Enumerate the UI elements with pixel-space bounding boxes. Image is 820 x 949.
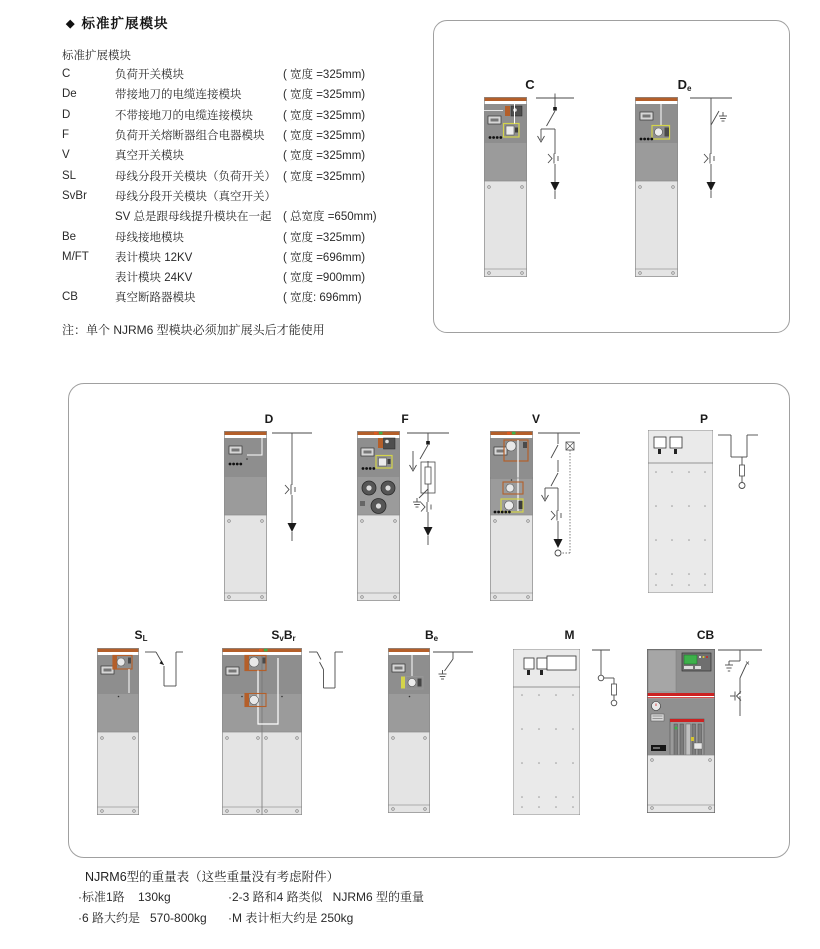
module-code: M/FT	[62, 250, 89, 263]
figure-label-C	[484, 77, 576, 92]
module-width: ( 宽度 =325mm)	[283, 89, 366, 102]
module-note: 注：单个 NJRM6 型模块必须加扩展头后才能使用	[62, 323, 325, 337]
weight-item: ·标准1路 130kg	[78, 890, 171, 904]
module-desc: 表计模块 12KV	[115, 251, 193, 264]
module-code: De	[62, 88, 77, 101]
figure-label-part: r	[292, 634, 296, 643]
cabinet-front-M	[513, 649, 580, 815]
module-row	[62, 165, 392, 185]
cabinet-front-F	[357, 431, 400, 601]
figure-label-part: F	[401, 412, 409, 426]
cabinet-front-SvBr	[222, 648, 302, 815]
module-width: ( 宽度 =696mm)	[283, 251, 366, 264]
module-width: ( 宽度 =325mm)	[283, 130, 366, 143]
schematic-C	[534, 92, 576, 204]
figure-label-part: B	[283, 628, 293, 642]
weights-title: NJRM6型的重量表（这些重量没有考虑附件）	[85, 870, 340, 884]
module-row	[62, 64, 392, 84]
figure-label-part: V	[531, 412, 540, 426]
cabinet-front-SL	[97, 648, 139, 815]
module-code: SL	[62, 169, 77, 182]
module-desc: 负荷开关熔断器组合电器模块	[115, 130, 265, 143]
figure-label-M	[513, 628, 626, 642]
module-code: CB	[62, 291, 78, 304]
figure-label-De	[635, 77, 734, 93]
module-width: ( 宽度 =325mm)	[283, 69, 366, 82]
module-desc: 母线分段开关模块（负荷开关）	[115, 170, 276, 183]
page-title	[66, 12, 168, 32]
module-width: ( 总宽度 =650mm)	[283, 211, 377, 224]
module-row	[62, 287, 392, 307]
figure-label-part: e	[686, 84, 692, 93]
weight-item: ·6 路大约是 570-800kg	[78, 911, 207, 925]
figure-label-part: C	[525, 77, 535, 92]
weight-item: ·2-3 路和4 路类似 NJRM6 型的重量	[228, 890, 425, 904]
cabinet-front-C	[484, 97, 527, 277]
figure-label-P	[648, 412, 760, 426]
module-row	[62, 145, 392, 165]
module-row	[62, 247, 392, 267]
schematic-D	[270, 427, 314, 551]
module-width: ( 宽度 =900mm)	[283, 272, 366, 285]
figure-label-part: CB	[696, 628, 715, 642]
module-list-title: 标准扩展模块	[62, 50, 131, 62]
cabinet-front-CB	[647, 649, 715, 813]
schematic-P	[716, 427, 760, 509]
schematic-M	[584, 644, 626, 726]
cabinet-front-P	[648, 430, 713, 593]
figure-label-CB	[647, 628, 764, 642]
module-desc: 表计模块 24KV	[115, 272, 193, 285]
module-desc: 带接地刀的电缆连接模块	[115, 89, 242, 102]
figure-label-D	[224, 412, 314, 426]
module-desc: 负荷开关模块	[115, 69, 184, 82]
module-width: ( 宽度 =325mm)	[283, 231, 366, 244]
weight-item: ·M 表计柜大约是 250kg	[228, 911, 354, 925]
figure-label-Be	[388, 628, 475, 643]
page-title-text: 标准扩展模块	[81, 16, 169, 31]
module-row	[62, 105, 392, 125]
schematic-Be	[431, 644, 475, 706]
module-row	[62, 186, 392, 206]
schematic-CB	[716, 644, 764, 736]
cabinet-front-De	[635, 97, 678, 277]
figure-label-part: D	[677, 77, 687, 92]
cabinet-front-D	[224, 431, 267, 601]
figure-label-part: D	[264, 412, 274, 426]
module-desc: 母线分段开关模块（真空开关）	[115, 190, 276, 203]
figure-label-part: S	[134, 628, 143, 642]
figure-label-part: L	[142, 634, 148, 643]
module-code: SvBr	[62, 189, 87, 202]
module-width: ( 宽度 =325mm)	[283, 109, 366, 122]
schematic-V	[536, 427, 582, 569]
module-desc: 真空断路器模块	[115, 292, 196, 305]
module-code: V	[62, 149, 70, 162]
cabinet-front-Be	[388, 648, 430, 813]
schematic-F	[403, 427, 453, 559]
module-row	[62, 206, 392, 226]
figure-label-V	[490, 412, 582, 426]
module-desc: 不带接地刀的电缆连接模块	[115, 109, 253, 122]
figure-label-part: M	[564, 628, 575, 642]
schematic-SvBr	[307, 644, 345, 706]
figure-label-F	[357, 412, 453, 426]
module-code: C	[62, 68, 71, 81]
figure-label-part: B	[424, 628, 434, 642]
module-width: ( 宽度 =325mm)	[283, 170, 366, 183]
diamond-bullet-icon: ◆	[66, 18, 76, 30]
figure-label-part: v	[279, 634, 284, 643]
figure-label-part: e	[433, 634, 439, 643]
schematic-De	[688, 92, 734, 204]
figure-label-SvBr	[222, 628, 345, 643]
figure-label-part: S	[271, 628, 280, 642]
module-code: Be	[62, 230, 77, 243]
module-desc: SV 总是跟母线提升模块在一起	[115, 211, 272, 224]
figure-label-part: P	[699, 412, 708, 426]
module-width: ( 宽度: 696mm)	[283, 292, 362, 305]
figure-label-SL	[97, 628, 185, 643]
module-list	[62, 64, 392, 308]
module-code: D	[62, 108, 71, 121]
module-desc: 真空开关模块	[115, 150, 184, 163]
schematic-SL	[143, 644, 185, 706]
module-row	[62, 267, 392, 287]
module-desc: 母线接地模块	[115, 231, 184, 244]
module-code: F	[62, 129, 70, 142]
module-row	[62, 84, 392, 104]
cabinet-front-V	[490, 431, 533, 601]
module-width: ( 宽度 =325mm)	[283, 150, 366, 163]
module-row	[62, 125, 392, 145]
module-row	[62, 226, 392, 246]
